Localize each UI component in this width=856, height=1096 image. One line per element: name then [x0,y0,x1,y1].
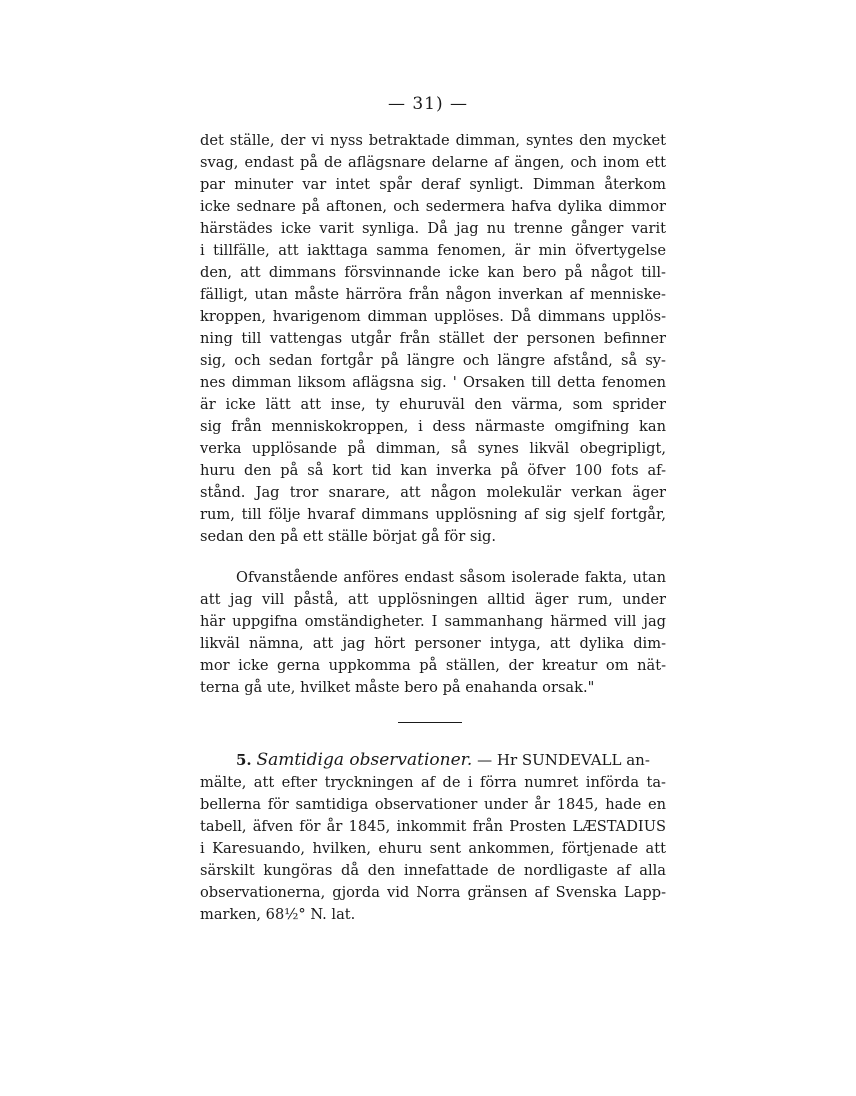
text-line: att jag vill påstå, att upplösningen alltid äger rum, under [200,591,666,608]
page-number: — 31) — [387,94,469,114]
text-line: bellerna för samtidiga observationer under år 1845, hade en [200,796,666,813]
text-line: mor icke gerna uppkomma på ställen, der kreatur om nät- [200,657,666,674]
section-heading-line [236,748,666,772]
text-line: härstädes icke varit synliga. Då jag nu trenne gånger varit [200,220,666,237]
text-line: den, att dimmans försvinnande icke kan bero på något till- [200,264,666,281]
text-line: tabell, äfven för år 1845, inkommit från Prosten LÆSTADIUS [200,818,666,835]
text-line: observationerna, gjorda vid Norra gränsen af Svenska Lapp- [200,884,666,901]
text-line: verka upplösande på dimman, så synes likväl obegripligt, [200,440,666,457]
text-line: här uppgifna omständigheter. I sammanhang härmed vill jag [200,613,666,630]
text-line: svag, endast på de aflägsnare delarne af ängen, och inom ett [200,154,666,171]
section-divider [398,722,462,723]
text-line: fälligt, utan måste härröra från någon inverkan af menniske- [200,286,666,303]
text-line: marken, 68½° N. lat. [200,906,356,923]
text-line: ning till vattengas utgår från stället der personen befinner [200,330,666,347]
text-line: stånd. Jag tror snarare, att någon molekulär verkan äger [200,484,666,501]
text-line: sig från menniskokroppen, i dess närmaste omgifning kan [200,418,666,435]
text-line: det ställe, der vi nyss betraktade dimman, syntes den mycket [200,132,666,149]
text-line: icke sednare på aftonen, och sedermera hafva dylika dimmor [200,198,666,215]
text-line: särskilt kungöras då den innefattade de nordligaste af alla [200,862,666,879]
text-line: sedan den på ett ställe börjat gå för sig. [200,528,497,545]
text-line: är icke lätt att inse, ty ehuruväl den värma, som sprider [200,396,666,413]
text-line: Ofvanstående anföres endast såsom isolerade fakta, utan [236,569,666,586]
text-line: likväl nämna, att jag hört personer intyga, att dylika dim- [200,635,666,652]
text-line: i Karesuando, hvilken, ehuru sent ankommen, förtjenade att [200,840,666,857]
text-line: par minuter var intet spår deraf synligt. Dimman återkom [200,176,666,193]
text-line: huru den på så kort tid kan inverka på öfver 100 fots af- [200,462,666,479]
text-line: kroppen, hvarigenom dimman upplöses. Då dimmans upplös- [200,308,666,325]
text-line: nes dimman liksom aflägsna sig. ' Orsaken till detta fenomen [200,374,666,391]
text-line: mälte, att efter tryckningen af de i förra numret införda ta- [200,774,666,791]
section-title: Samtidiga observationer. [256,750,473,770]
text-line: sig, och sedan fortgår på längre och längre afstånd, så sy- [200,352,666,369]
text-line: i tillfälle, att iakttaga samma fenomen, är min öfvertygelse [200,242,666,259]
section-number: 5. [236,751,252,769]
text-line: terna gå ute, hvilket måste bero på enahanda orsak." [200,679,595,696]
section-first-line-rest: — Hr SUNDEVALL an- [477,751,650,769]
text-line: rum, till följe hvaraf dimmans upplösning af sig sjelf fortgår, [200,506,666,523]
